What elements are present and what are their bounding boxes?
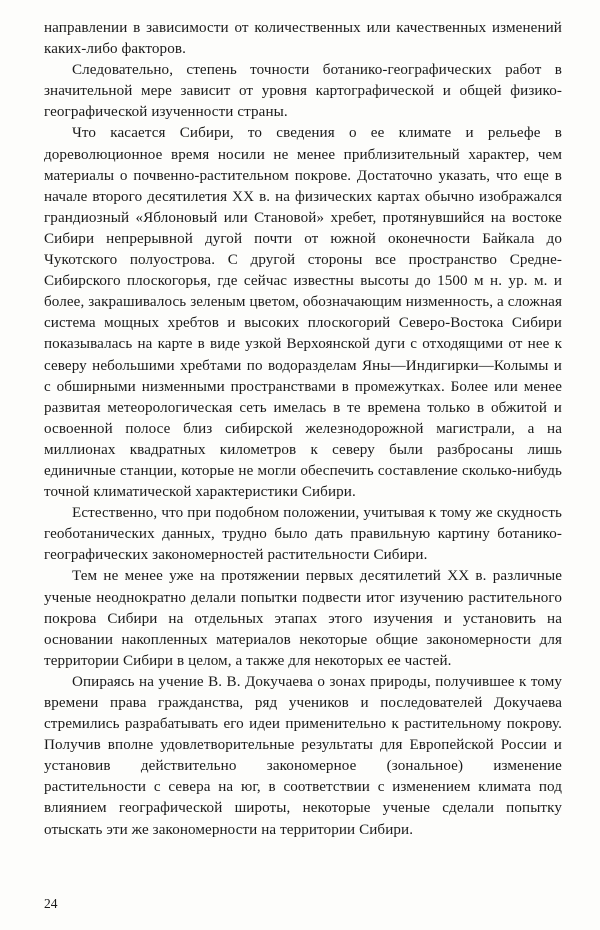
paragraph: Что касается Сибири, то сведения о ее климате и рельефе в дореволюционное время носили не менее приблизительный характер, чем материалы о почвенно-растительном покрове. Достаточно указать, что еще в начале второго десятилетия XX в. на физических картах обычно изображался грандиозный «Яблоновый или Становой» хребет, протянувшийся на востоке Сибири непрерывной дугой почти от южной оконечности Байкала до Чукотского полуострова. С другой стороны все пространство Средне-Сибирского плоскогорья, где сейчас известны высоты до 1500 м н. ур. м. и более, закрашивалось зеленым цветом, обозначающим низменность, а сложная система мощных хребтов и высоких плоскогорий Северо-Востока Сибири показывалась на карте в виде узкой Верхоянской дуги с отходящими от нее к северу небольшими хребтами по водоразделам Яны—Индигирки—Колымы и с обширными низменными пространствами в промежутках. Более или менее развитая метеорологическая сеть имелась в те времена только в обжитой и освоенной полосе близ сибирской железнодорожной магистрали, а на миллионах квадратных километров к северу были разбросаны лишь единичные станции, которые не могли обеспечить составление сколько-нибудь точной климатической характеристики Сибири. (44, 125, 562, 501)
paragraph: Следовательно, степень точности ботанико-географических работ в значительной мере зависит от уровня картографической и общей физико-географической изученности страны. (44, 62, 562, 121)
paragraph: Естественно, что при подобном положении, учитывая к тому же скудность геоботанических данных, трудно было дать правильную картину ботанико-географических закономерностей растительности Сибири. (44, 505, 562, 564)
paragraph: направлении в зависимости от количественных или качественных изменений каких-либо факторов. (44, 20, 562, 58)
paragraph: Тем не менее уже на протяжении первых десятилетий XX в. различные ученые неоднократно делали попытки подвести итог изучению растительного покрова Сибири на отдельных этапах этого изучения и установить на основании накопленных материалов некоторые общие закономерности для территории Сибири в целом, а также для некоторых ее частей. (44, 568, 562, 669)
page-number: 24 (44, 896, 58, 911)
paragraph: Опираясь на учение В. В. Докучаева о зонах природы, получившее к тому времени права гражданства, ряд учеников и последователей Докучаева стремились разрабатывать его идеи применительно к растительному покрову. Получив вполне удовлетворительные результаты для Европейской России и установив действительно закономерное (зональное) изменение растительности с севера на юг, в соответствии с изменением климата под влиянием географической широты, некоторые ученые сделали попытку отыскать эти же закономерности на территории Сибири. (44, 673, 562, 838)
page-body (44, 18, 562, 841)
